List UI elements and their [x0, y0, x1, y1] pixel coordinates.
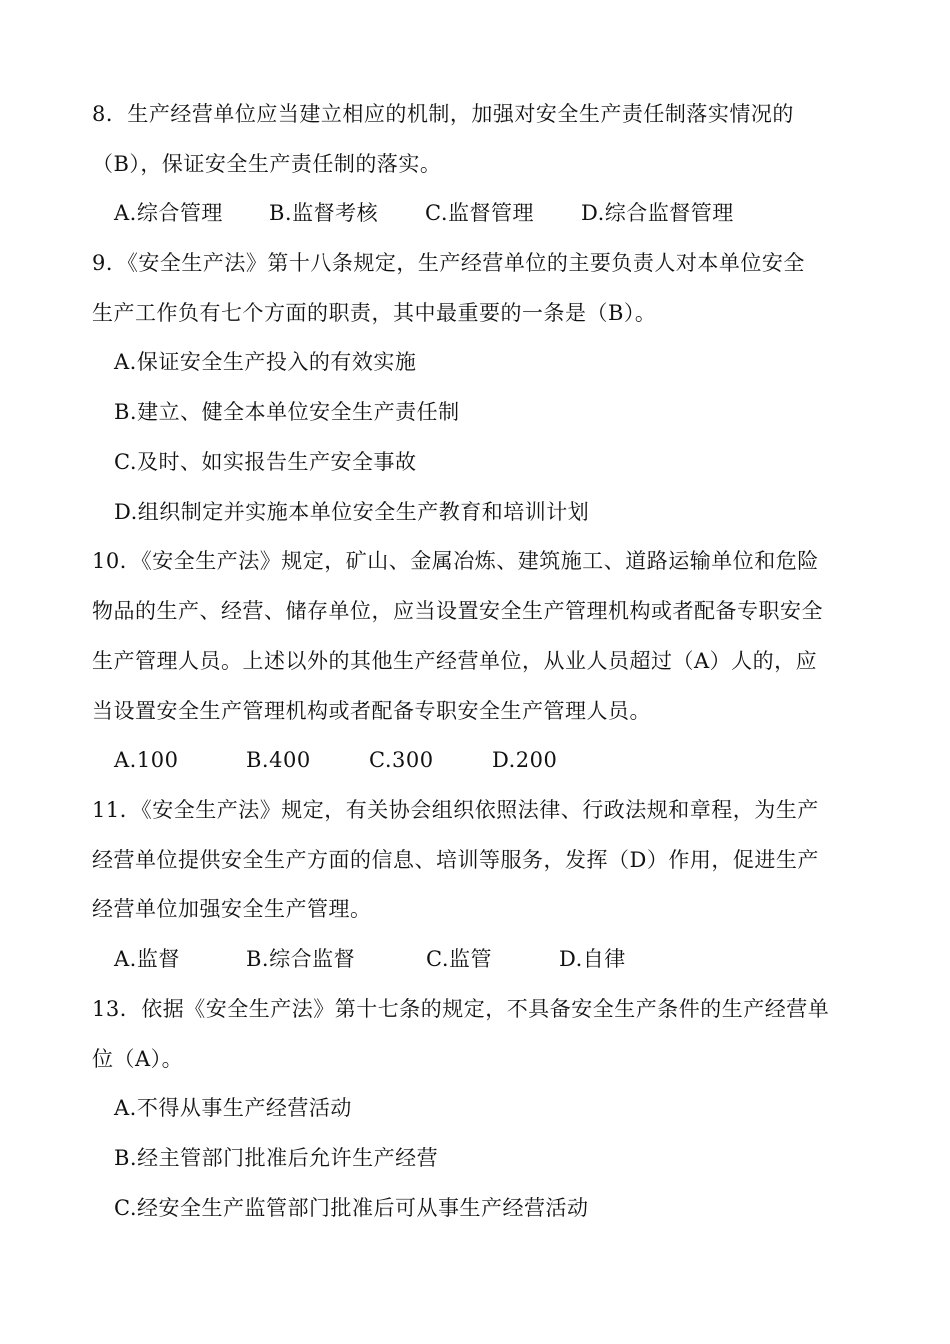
- option-b: B.监督考核: [269, 201, 379, 225]
- question-13-option-c: C.经安全生产监管部门批准后可从事生产经营活动: [114, 1196, 589, 1220]
- question-9-line-1: 9．《安全生产法》第十八条规定，生产经营单位的主要负责人对本单位安全: [92, 251, 805, 275]
- option-c: C.监督管理: [425, 201, 534, 225]
- option-a: A.监督: [114, 947, 180, 971]
- question-9-option-b: B.建立、健全本单位安全生产责任制: [114, 400, 460, 424]
- question-8-line-1: 8．生产经营单位应当建立相应的机制，加强对安全生产责任制落实情况的: [92, 102, 794, 126]
- option-b: B.400: [246, 748, 311, 772]
- option-d: D.200: [492, 748, 558, 772]
- question-10-line-2: 物品的生产、经营、储存单位，应当设置安全生产管理机构或者配备专职安全: [92, 599, 823, 623]
- question-13-line-2: 位（A）。: [92, 1047, 184, 1071]
- question-11-line-1: 11．《安全生产法》规定，有关协会组织依照法律、行政法规和章程，为生产: [92, 798, 819, 822]
- question-13-option-b: B.经主管部门批准后允许生产经营: [114, 1146, 439, 1170]
- question-13-option-a: A.不得从事生产经营活动: [114, 1096, 352, 1120]
- question-10-line-1: 10．《安全生产法》规定，矿山、金属冶炼、建筑施工、道路运输单位和危险: [92, 549, 819, 573]
- question-11-options: [114, 945, 626, 973]
- question-10-line-3: 生产管理人员。上述以外的其他生产经营单位，从业人员超过（A）人的，应: [92, 649, 818, 673]
- question-8-line-2: （B），保证安全生产责任制的落实。: [92, 152, 442, 176]
- option-c: C.监管: [426, 947, 492, 971]
- question-9-option-d: D.组织制定并实施本单位安全生产教育和培训计划: [114, 500, 590, 524]
- question-9-option-a: A.保证安全生产投入的有效实施: [114, 350, 417, 374]
- question-11-line-3: 经营单位加强安全生产管理。: [92, 897, 372, 921]
- option-a: A.100: [114, 748, 179, 772]
- option-c: C.300: [369, 748, 434, 772]
- question-9-line-2: 生产工作负有七个方面的职责，其中最重要的一条是（B）。: [92, 301, 657, 325]
- question-9-option-c: C.及时、如实报告生产安全事故: [114, 450, 417, 474]
- question-13-line-1: 13．依据《安全生产法》第十七条的规定，不具备安全生产条件的生产经营单: [92, 997, 830, 1021]
- option-d: D.综合监督管理: [581, 201, 734, 225]
- option-b: B.综合监督: [246, 947, 356, 971]
- question-8-options: [114, 199, 734, 227]
- question-11-line-2: 经营单位提供安全生产方面的信息、培训等服务，发挥（D）作用，促进生产: [92, 848, 819, 872]
- option-d: D.自律: [559, 947, 626, 971]
- question-10-line-4: 当设置安全生产管理机构或者配备专职安全生产管理人员。: [92, 699, 651, 723]
- question-10-options: [114, 746, 557, 774]
- option-a: A.综合管理: [114, 201, 223, 225]
